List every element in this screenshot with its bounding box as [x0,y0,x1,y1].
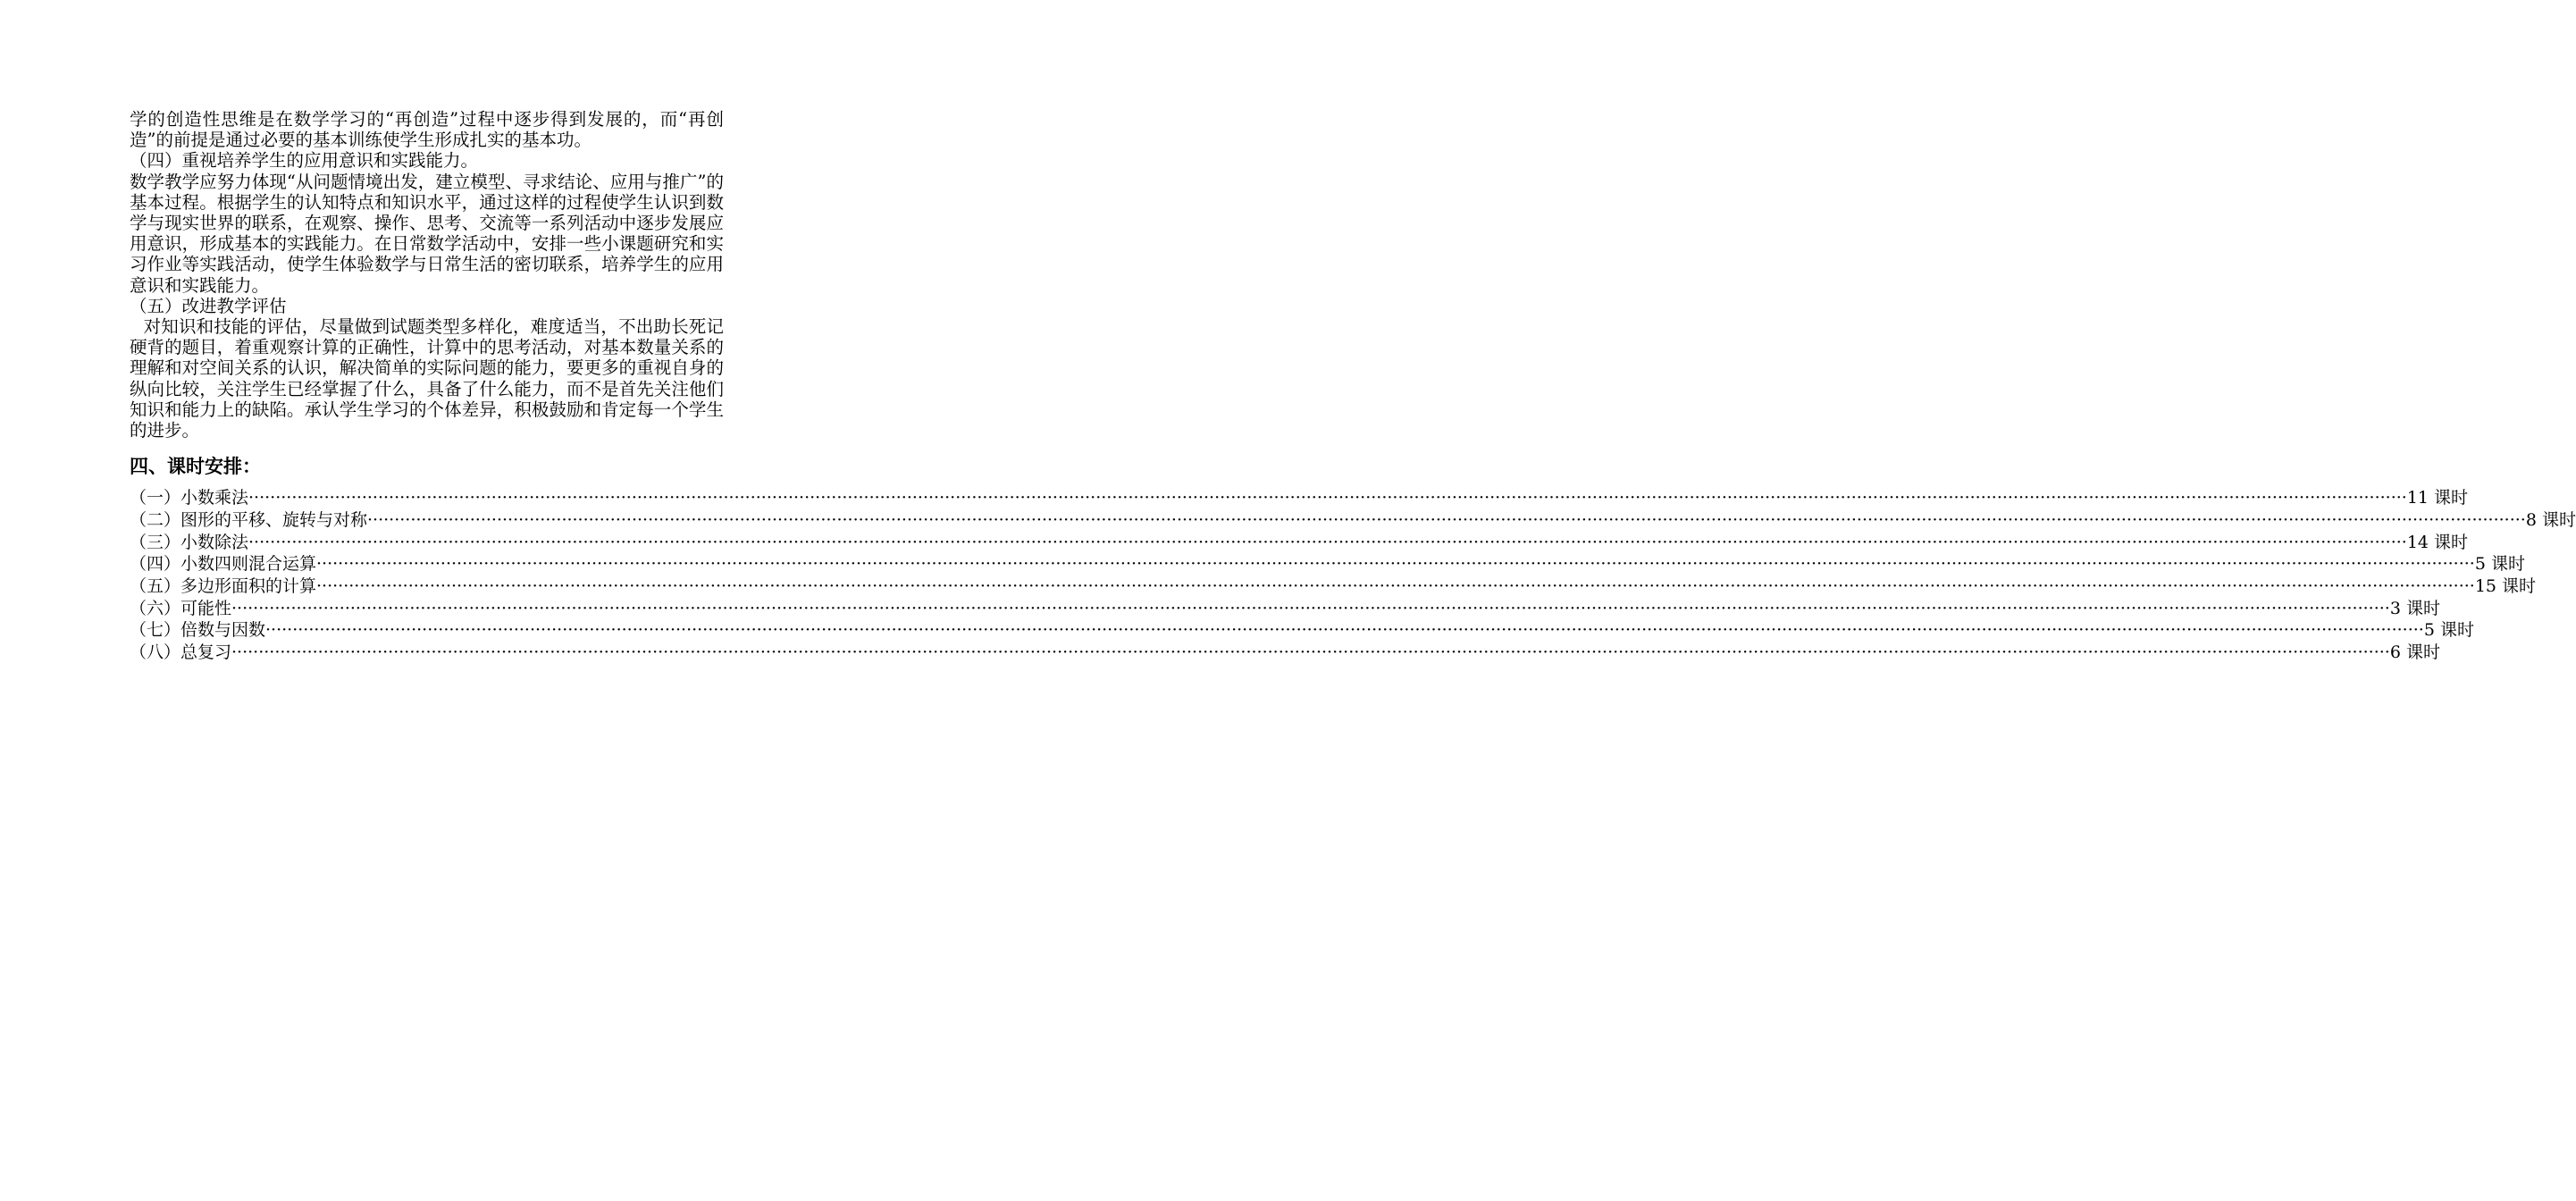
subheading-application-awareness: （四）重视培养学生的应用意识和实践能力。 [130,150,479,172]
schedule-item-hours: 15 课时 [2474,576,2537,597]
schedule-item-hours: 6 课时 [2389,642,2440,663]
paragraph-creative-thinking: 学的创造性思维是在数学学习的“再创造”过程中逐步得到发展的，而“再创造”的前提是通过必要的基本训练使学生形成扎实的基本功。 [130,109,724,151]
leader-dots: ················································································································································································································································································································································································································ [367,509,2526,530]
schedule-item [130,509,2576,532]
schedule-item [130,553,2525,575]
leader-dots: ················································································································································································································································································································································································································ [231,598,2390,618]
schedule-item [130,575,2537,598]
leader-dots: ················································································································································································································································································································································································································ [265,620,2424,641]
schedule-item [130,598,2440,620]
schedule-item-label: （一）小数乘法 [130,488,249,508]
schedule-item [130,487,2469,509]
schedule-item-label: （八）总复习 [130,642,232,663]
paragraph-assessment: 对知识和技能的评估，尽量做到试题类型多样化，难度适当，不出助长死记硬背的题目，着重观察计算的正确性，计算中的思考活动，对基本数量关系的理解和对空间关系的认识，解决简单的实际问题的能力，要更多的重视自身的纵向比较，关注学生已经掌握了什么，具备了什么能力，而不是首先关注他们知识和能力上的缺陷。承认学生学习的个体差异，积极鼓励和肯定每一个学生的进步。 [130,316,724,441]
leader-dots: ················································································································································································································································································································································································································ [316,576,2475,597]
schedule-item-label: （三）小数除法 [130,532,249,552]
leader-dots: ················································································································································································································································································································································································································ [316,554,2475,575]
schedule-item-hours: 14 课时 [2406,532,2469,552]
schedule-item-hours: 5 课时 [2474,554,2525,575]
leader-dots: ················································································································································································································································································································································································································ [231,642,2390,663]
schedule-item-label: （五）多边形面积的计算 [130,576,317,597]
leader-dots: ················································································································································································································································································································································································································ [248,532,2407,552]
document-page [130,109,2576,664]
schedule-item-hours: 11 课时 [2406,488,2469,508]
schedule-list [130,487,2576,664]
schedule-item-hours: 3 课时 [2389,598,2440,618]
schedule-item [130,619,2474,642]
schedule-item-label: （七）倍数与因数 [130,620,266,641]
schedule-item [130,532,2469,554]
paragraph-application-practice: 数学教学应努力体现“从问题情境出发，建立模型、寻求结论、应用与推广”的基本过程。根据学生的认知特点和知识水平，通过这样的过程使学生认识到数学与现实世界的联系，在观察、操作、思考、交流等一系列活动中逐步发展应用意识，形成基本的实践能力。在日常数学活动中，安排一些小课题研究和实习作业等实践活动，使学生体验数学与日常生活的密切联系，培养学生的应用意识和实践能力。 [130,171,724,296]
schedule-item-label: （四）小数四则混合运算 [130,554,317,575]
schedule-item-hours: 8 课时 [2525,509,2576,530]
schedule-item-label: （二）图形的平移、旋转与对称 [130,509,368,530]
schedule-item-hours: 5 课时 [2423,620,2474,641]
schedule-item [130,642,2440,664]
section-title-schedule: 四、课时安排： [130,455,261,478]
subheading-improve-assessment: （五）改进教学评估 [130,295,287,316]
schedule-item-label: （六）可能性 [130,598,232,618]
leader-dots: ················································································································································································································································································································································································································ [248,488,2407,508]
